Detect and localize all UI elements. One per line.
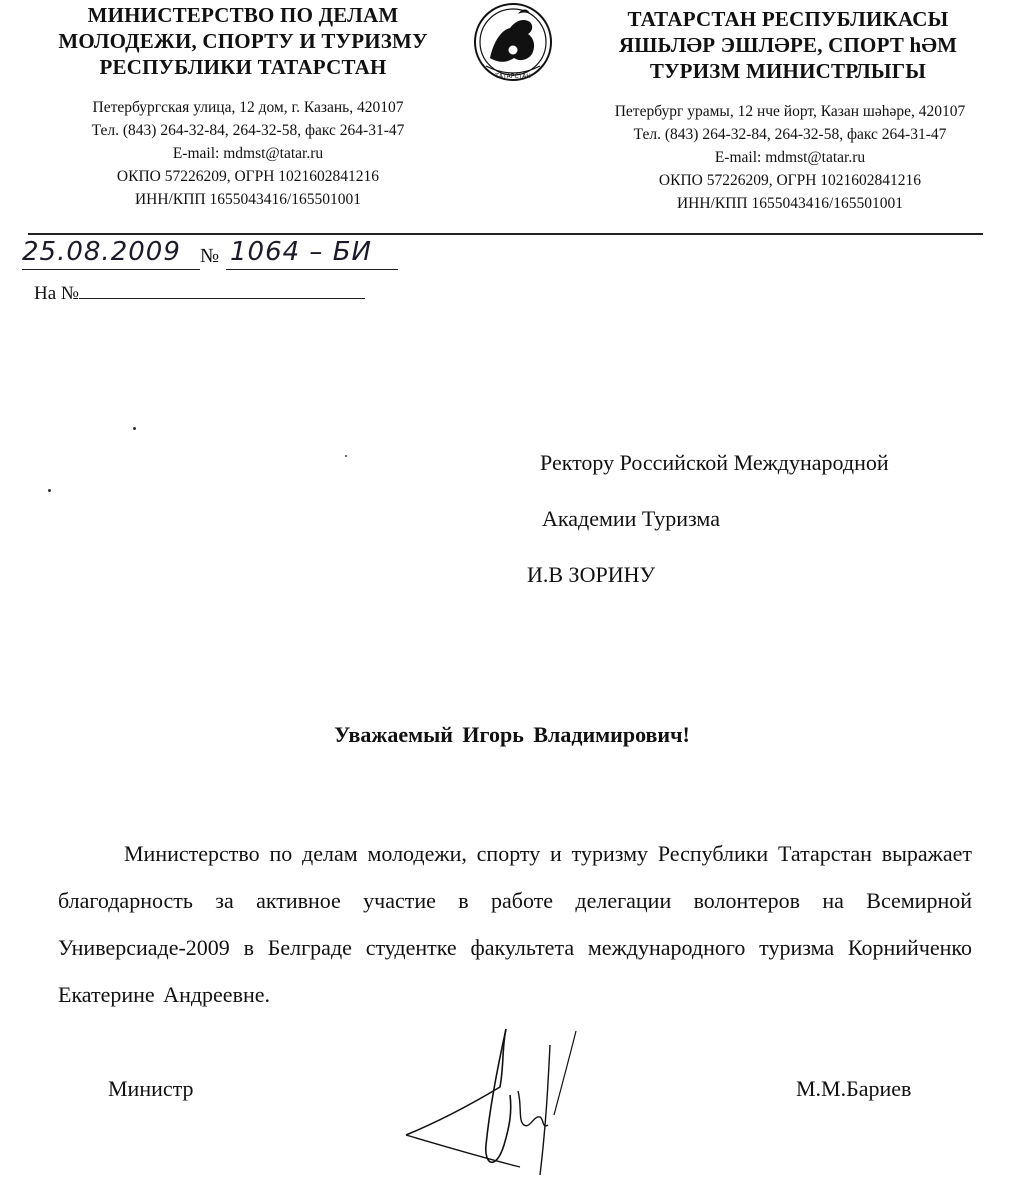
scan-speck bbox=[48, 489, 51, 492]
org-address-tatar bbox=[556, 100, 1024, 215]
signatory-name: М.М.Бариев bbox=[796, 1076, 912, 1101]
org-name-line: МИНИСТЕРСТВО ПО ДЕЛАМ bbox=[87, 3, 399, 27]
org-name-russian bbox=[18, 2, 468, 80]
org-name-tatar bbox=[578, 6, 998, 84]
number-underline bbox=[226, 269, 398, 270]
org-name-line: ТУРИЗМ МИНИСТРЛЫГЫ bbox=[649, 59, 927, 83]
okpo-line: ОКПО 57226209, ОГРН 1021602841216 bbox=[116, 168, 380, 185]
org-name-line: РЕСПУБЛИКИ ТАТАРСТАН bbox=[99, 55, 387, 79]
addressee-line-2: Академии Туризма bbox=[542, 506, 720, 531]
scan-speck bbox=[345, 455, 347, 457]
address-line: Петербургская улица, 12 дом, г. Казань, 420107 bbox=[92, 99, 404, 116]
registration-date: 25.08.2009 bbox=[22, 237, 181, 267]
emblem-text: ТАТАРСТАН bbox=[495, 73, 531, 80]
org-address-russian bbox=[28, 96, 468, 211]
okpo-line: ОКПО 57226209, ОГРН 1021602841216 bbox=[658, 172, 922, 189]
reference-line bbox=[34, 280, 365, 305]
tatarstan-emblem-icon bbox=[472, 0, 554, 88]
reference-blank bbox=[79, 280, 365, 299]
salutation: Уважаемый Игорь Владимирович! bbox=[334, 722, 690, 747]
letter-body: Министерство по делам молодежи, спорту и туризму Республики Татарстан выражает благодарность за активное участие в работе делегации волонтеров на Всемирной Универсиаде-2009 в Белграде студентке факультета международного туризма Корнийченко Екатерине Андреевне. bbox=[58, 841, 972, 1007]
registration-number: 1064 – БИ bbox=[230, 237, 372, 267]
email-line: E-mail: mdmst@tatar.ru bbox=[714, 149, 866, 166]
addressee-line-1: Ректору Российской Международной bbox=[540, 450, 889, 475]
org-name-line: ЯШЬЛӘР ЭШЛӘРЕ, СПОРТ һӘМ bbox=[618, 33, 958, 57]
registration-line bbox=[16, 235, 416, 275]
date-underline bbox=[22, 269, 200, 270]
inn-line: ИНН/КПП 1655043416/165501001 bbox=[676, 195, 904, 212]
org-name-line: МОЛОДЕЖИ, СПОРТУ И ТУРИЗМУ bbox=[58, 29, 428, 53]
number-sign: № bbox=[200, 245, 220, 267]
phone-line: Тел. (843) 264-32-84, 264-32-58, факс 264-31-47 bbox=[633, 126, 947, 143]
email-line: E-mail: mdmst@tatar.ru bbox=[172, 145, 324, 162]
addressee-name: И.В ЗОРИНУ bbox=[527, 562, 656, 587]
inn-line: ИНН/КПП 1655043416/165501001 bbox=[134, 191, 362, 208]
scan-speck bbox=[133, 427, 136, 430]
handwritten-signature bbox=[400, 1025, 580, 1185]
signatory-role: Министр bbox=[108, 1076, 194, 1101]
phone-line: Тел. (843) 264-32-84, 264-32-58, факс 264-31-47 bbox=[91, 122, 405, 139]
address-line: Петербург урамы, 12 нче йорт, Казан шәһәре, 420107 bbox=[614, 103, 966, 120]
org-name-line: ТАТАРСТАН РЕСПУБЛИКАСЫ bbox=[627, 7, 949, 31]
reference-label: На № bbox=[34, 283, 80, 304]
